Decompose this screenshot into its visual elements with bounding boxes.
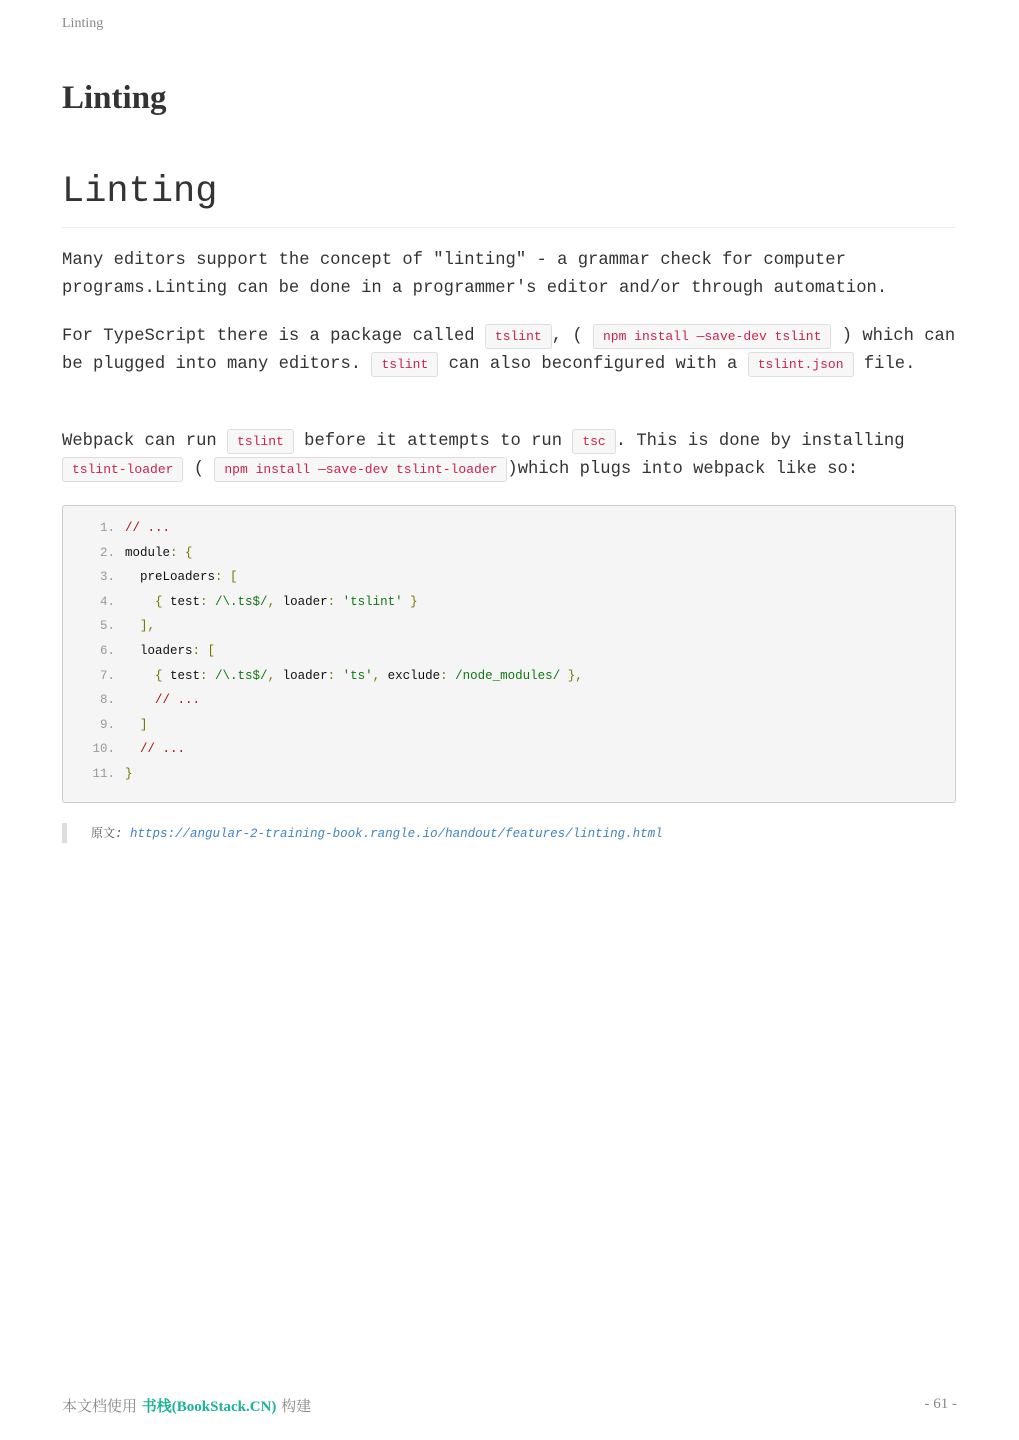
paragraph-text: , ( xyxy=(551,327,593,346)
code-token: /\.ts$/ xyxy=(215,668,268,683)
paragraph-text: before it attempts to run xyxy=(293,432,573,451)
code-token: ] xyxy=(125,717,148,732)
code-token: // ... xyxy=(125,742,186,757)
code-token: : [ xyxy=(192,644,216,658)
code-token: loaders xyxy=(125,644,193,658)
code-token: // ... xyxy=(125,693,201,708)
running-header: Linting xyxy=(62,16,104,31)
code-line xyxy=(63,764,133,784)
source-separator: : xyxy=(115,827,131,841)
section-title: Linting xyxy=(62,171,218,213)
footer-prefix: 本文档使用 xyxy=(62,1397,142,1415)
section-divider xyxy=(62,227,956,228)
inline-code-tslint-json: tslint.json xyxy=(748,352,854,377)
code-token: , xyxy=(372,668,388,683)
paragraph-text: ) which can be plugged into many editors. xyxy=(62,327,966,374)
line-number: 5. xyxy=(99,619,115,634)
page-title: Linting xyxy=(62,80,167,116)
paragraph-text: file. xyxy=(853,355,916,374)
line-number: 10. xyxy=(92,742,115,757)
paragraph-text: can also beconfigured with a xyxy=(438,355,748,374)
code-token: exclude xyxy=(387,668,441,683)
line-number: 7. xyxy=(99,668,115,683)
code-line xyxy=(63,592,418,612)
paragraph-text: ( xyxy=(183,460,215,479)
code-token: // ... xyxy=(125,521,171,535)
code-token: /\.ts$/ xyxy=(215,594,268,609)
line-number: 8. xyxy=(99,693,115,708)
line-number: 11. xyxy=(92,767,115,781)
inline-code-tslint: tslint xyxy=(227,429,294,454)
code-token: } xyxy=(125,767,133,781)
code-token: test xyxy=(170,668,201,683)
code-token: /node_modules/ xyxy=(455,668,561,683)
paragraph-text: )which plugs into webpack like so: xyxy=(507,460,859,479)
code-token: : xyxy=(200,594,216,609)
code-token: { xyxy=(125,668,171,683)
code-token: ], xyxy=(125,619,156,634)
inline-code-tsc: tsc xyxy=(572,429,615,454)
code-token: test xyxy=(170,594,201,609)
line-number: 1. xyxy=(99,521,115,535)
code-token: 'ts' xyxy=(342,668,373,683)
source-link[interactable]: https://angular-2-training-book.rangle.io/handout/features/linting.html xyxy=(130,827,663,841)
paragraph-webpack xyxy=(62,428,956,484)
inline-code-tslint: tslint xyxy=(485,324,552,349)
code-token: , xyxy=(267,594,283,609)
source-blockquote xyxy=(62,823,663,843)
paragraph-text: . This is done by installing xyxy=(615,432,915,451)
inline-code-npm-install-tslint-loader: npm install —save-dev tslint-loader xyxy=(214,457,507,482)
line-number: 4. xyxy=(99,594,115,609)
code-line xyxy=(63,616,155,636)
code-token: loader xyxy=(282,594,328,609)
line-number: 3. xyxy=(99,570,115,585)
paragraph-typescript xyxy=(62,323,966,379)
code-token: : xyxy=(440,668,456,683)
footer-credit xyxy=(62,1395,311,1416)
code-token: }, xyxy=(560,668,583,683)
paragraph-text: For TypeScript there is a package called xyxy=(62,327,485,346)
code-line xyxy=(63,518,170,538)
code-token: : xyxy=(200,668,216,683)
inline-code-npm-install-tslint: npm install —save-dev tslint xyxy=(593,324,831,349)
code-block xyxy=(62,505,956,803)
code-token: preLoaders xyxy=(125,570,216,585)
inline-code-tslint-loader: tslint-loader xyxy=(62,457,183,482)
footer-suffix: 构建 xyxy=(276,1397,312,1415)
footer-brand-link[interactable]: 书栈(BookStack.CN) xyxy=(141,1399,277,1415)
line-number: 6. xyxy=(99,644,115,658)
code-line xyxy=(63,666,583,686)
code-line xyxy=(63,739,185,759)
page-number: - 61 - xyxy=(924,1396,957,1412)
inline-code-tslint: tslint xyxy=(371,352,438,377)
code-token: : { xyxy=(170,545,193,560)
code-token: } xyxy=(402,594,418,609)
code-token: , xyxy=(267,668,283,683)
code-token: 'tslint' xyxy=(342,594,403,609)
paragraph-intro xyxy=(62,247,956,303)
code-token: : xyxy=(327,668,343,683)
code-token: : xyxy=(327,594,343,609)
code-line xyxy=(63,641,215,661)
code-token: module xyxy=(125,545,171,560)
paragraph-text: Webpack can run xyxy=(62,432,228,451)
code-token: : [ xyxy=(215,570,238,585)
paragraph-text: Many editors support the concept of "linting" - a grammar check for computer programs.Linting can be done in a programmer's editor and/or through automation. xyxy=(62,251,888,298)
code-token: loader xyxy=(282,668,328,683)
line-number: 9. xyxy=(99,717,115,732)
code-line xyxy=(63,715,148,735)
source-label: 原文 xyxy=(91,826,116,840)
code-token: { xyxy=(125,594,171,609)
code-line xyxy=(63,567,238,587)
line-number: 2. xyxy=(99,545,115,560)
code-line xyxy=(63,690,200,710)
code-line xyxy=(63,543,193,563)
